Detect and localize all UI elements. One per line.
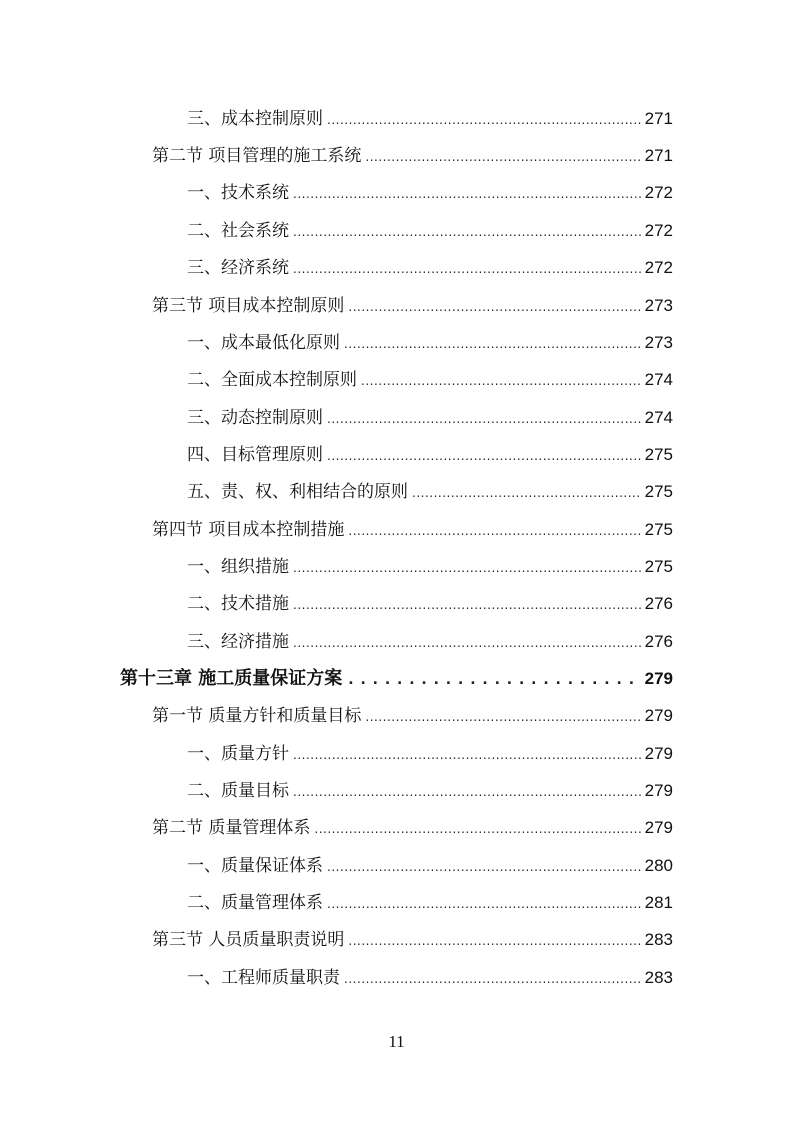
toc-entry-label: 二、全面成本控制原则: [187, 370, 357, 390]
toc-entry[interactable]: [187, 361, 673, 391]
dot-leader: [293, 562, 641, 574]
toc-entry-label: 三、经济措施: [187, 632, 289, 652]
toc-entry-page: 275: [644, 445, 673, 464]
dot-leader: [293, 637, 641, 649]
toc-entry[interactable]: [152, 511, 673, 541]
toc-entry-page: 279: [644, 744, 673, 763]
toc-entry[interactable]: [152, 809, 673, 839]
toc-entry-label: 二、质量管理体系: [187, 893, 323, 913]
dot-leader: [348, 674, 633, 686]
dot-leader: [293, 786, 641, 798]
toc-entry-page: 276: [644, 594, 673, 613]
toc-entry-page: 276: [644, 632, 673, 651]
toc-entry[interactable]: [187, 436, 673, 466]
toc-entry-label: 二、技术措施: [187, 594, 289, 614]
toc-entry-page: 274: [644, 408, 673, 427]
toc-entry-page: 272: [644, 258, 673, 277]
dot-leader: [365, 711, 641, 723]
dot-leader: [293, 749, 641, 761]
dot-leader: [344, 973, 641, 985]
dot-leader: [327, 861, 641, 873]
dot-leader: [348, 301, 641, 313]
toc-entry-page: 275: [644, 482, 673, 501]
dot-leader: [327, 450, 641, 462]
dot-leader: [412, 487, 641, 499]
toc-entry-label: 一、技术系统: [187, 183, 289, 203]
toc-entry[interactable]: [152, 287, 673, 317]
toc-entry-page: 280: [644, 856, 673, 875]
toc-entry[interactable]: [187, 772, 673, 802]
dot-leader: [344, 338, 641, 350]
toc-entry-label: 第四节 项目成本控制措施: [152, 520, 345, 540]
dot-leader: [348, 935, 641, 947]
toc-entry-page: 272: [644, 183, 673, 202]
toc-entry-page: 273: [644, 296, 673, 315]
toc-entry-label: 第三节 人员质量职责说明: [152, 930, 345, 950]
dot-leader: [314, 823, 641, 835]
toc-entry-label: 一、组织措施: [187, 557, 289, 577]
toc-entry-label: 第一节 质量方针和质量目标: [152, 706, 362, 726]
toc-entry[interactable]: [187, 623, 673, 653]
toc-entry[interactable]: [187, 735, 673, 765]
toc-entry-label: 一、质量保证体系: [187, 856, 323, 876]
toc-entry-page: 271: [644, 146, 673, 165]
dot-leader: [327, 898, 641, 910]
dot-leader: [293, 188, 641, 200]
toc-entry-page: 279: [644, 781, 673, 800]
toc-entry-label: 第二节 项目管理的施工系统: [152, 146, 362, 166]
toc-entry-page: 279: [644, 669, 673, 688]
toc-entry-page: 279: [644, 818, 673, 837]
toc-entry[interactable]: [187, 324, 673, 354]
toc-entry-label: 一、质量方针: [187, 744, 289, 764]
toc-entry[interactable]: [187, 847, 673, 877]
toc-entry[interactable]: [152, 921, 673, 951]
dot-leader: [365, 151, 641, 163]
toc-entry[interactable]: [187, 585, 673, 615]
toc-entry[interactable]: [187, 100, 673, 130]
toc-entry-label: 一、工程师质量职责: [187, 968, 340, 988]
toc-entry-label: 二、社会系统: [187, 221, 289, 241]
dot-leader: [293, 226, 641, 238]
toc-entry-page: 283: [644, 930, 673, 949]
toc-entry[interactable]: [187, 884, 673, 914]
toc-entry-page: 271: [644, 109, 673, 128]
toc-chapter-entry[interactable]: [120, 660, 673, 690]
toc-entry-page: 275: [644, 557, 673, 576]
toc-entry-label: 三、经济系统: [187, 258, 289, 278]
toc-entry-label: 一、成本最低化原则: [187, 333, 340, 353]
toc-entry-label: 四、目标管理原则: [187, 445, 323, 465]
toc-entry-label: 第三节 项目成本控制原则: [152, 296, 345, 316]
toc-entry-label: 三、动态控制原则: [187, 408, 323, 428]
toc-entry-page: 279: [644, 706, 673, 725]
dot-leader: [348, 525, 641, 537]
page-number: 11: [388, 1032, 405, 1051]
toc-entry-page: 273: [644, 333, 673, 352]
toc-entry[interactable]: [187, 249, 673, 279]
toc-entry-page: 274: [644, 370, 673, 389]
toc-entry[interactable]: [187, 959, 673, 989]
dot-leader: [327, 114, 641, 126]
toc-entry-page: 272: [644, 221, 673, 240]
toc-entry-page: 281: [644, 893, 673, 912]
toc-entry[interactable]: [152, 697, 673, 727]
toc-entry-label: 第二节 质量管理体系: [152, 818, 311, 838]
dot-leader: [293, 263, 641, 275]
toc-entry[interactable]: [152, 137, 673, 167]
toc-entry-label: 二、质量目标: [187, 781, 289, 801]
toc-entry[interactable]: [187, 399, 673, 429]
toc-entry-label: 五、责、权、利相结合的原则: [187, 482, 408, 502]
toc-entry-page: 283: [644, 968, 673, 987]
dot-leader: [327, 413, 641, 425]
toc-entry-label: 三、成本控制原则: [187, 109, 323, 129]
toc-entry-label: 第十三章 施工质量保证方案: [120, 668, 343, 689]
toc-entry[interactable]: [187, 473, 673, 503]
toc-entry[interactable]: [187, 174, 673, 204]
toc-entry[interactable]: [187, 548, 673, 578]
dot-leader: [361, 375, 641, 387]
dot-leader: [293, 599, 641, 611]
toc-entry-page: 275: [644, 520, 673, 539]
toc-entry[interactable]: [187, 212, 673, 242]
